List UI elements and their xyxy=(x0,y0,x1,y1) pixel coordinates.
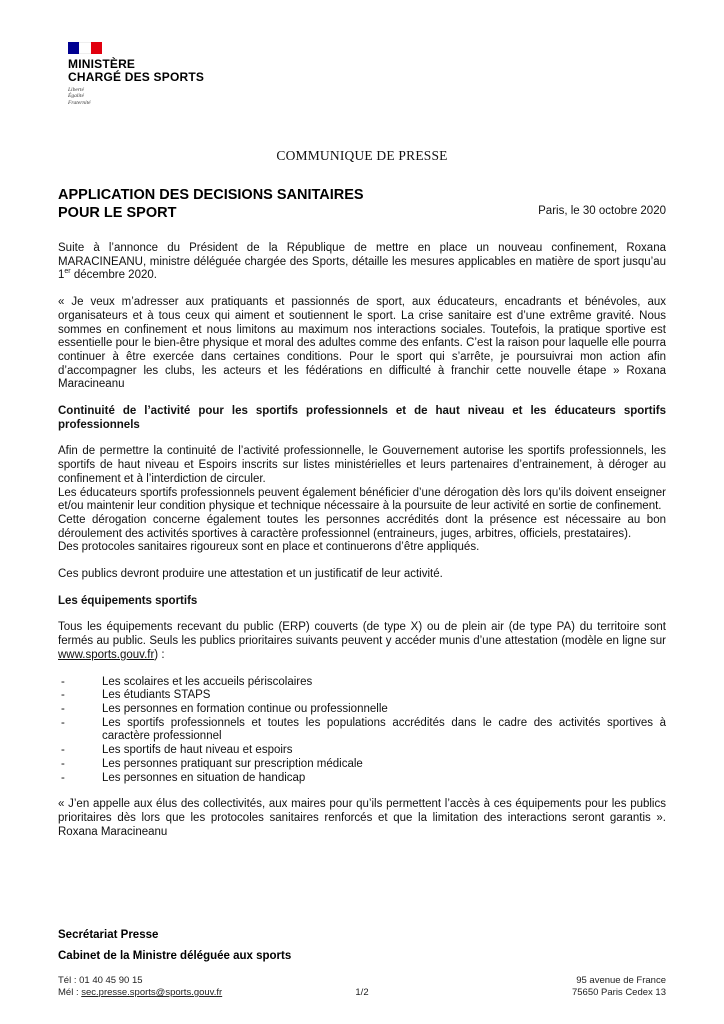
motto-fraternite: Fraternité xyxy=(68,99,91,106)
equipments-intro xyxy=(58,621,666,662)
date-line: Paris, le 30 octobre 2020 xyxy=(538,205,666,217)
continuity-paragraph-2: Les éducateurs sportifs professionnels peuvent également bénéficier d’une dérogation dès lors qu’ils doivent enseigner et/ou maintenir leur condition physique et technique nécessaire à la poursuite de leur activité en sortie de confinement. xyxy=(58,486,666,513)
footer-address-line2: 75650 Paris Cedex 13 xyxy=(571,987,666,998)
list-item-text: Les personnes en formation continue ou professionnelle xyxy=(102,702,388,715)
list-item-text: Les personnes en situation de handicap xyxy=(102,771,306,784)
title-line2: POUR LE SPORT xyxy=(58,205,177,221)
document-title xyxy=(58,186,364,222)
dash-bullet: - xyxy=(61,744,65,757)
sports-gouv-link[interactable]: www.sports.gouv.fr xyxy=(58,648,155,661)
dash-bullet: - xyxy=(61,771,65,784)
list-item-text: Les personnes pratiquant sur prescription médicale xyxy=(102,757,363,770)
dash-bullet: - xyxy=(61,716,65,729)
equipments-intro-text: Tous les équipements recevant du public (ERP) couverts (de type X) ou de plein air (de type PA) du territoire sont fermés au public. Seuls les publics prioritaires suivants peuvent y accéder munis d’une attestation (modèle en ligne sur xyxy=(58,621,666,648)
ministry-name-line2: CHARGÉ DES SPORTS xyxy=(68,70,205,84)
signature-cabinet: Cabinet de la Ministre déléguée aux sports xyxy=(58,950,292,962)
list-item xyxy=(58,744,666,758)
footer-mail-link[interactable]: sec.presse.sports@sports.gouv.fr xyxy=(81,987,223,998)
title-line1: APPLICATION DES DECISIONS SANITAIRES xyxy=(58,187,364,203)
footer-mail-label: Mél : xyxy=(58,987,82,998)
continuity-paragraph-1: Afin de permettre la continuité de l’activité professionnelle, le Gouvernement autorise les sportifs professionnels, les sportifs de haut niveau et Espoirs inscrits sur listes ministérielles et leurs partenaires d’entrainement, à déroger au confinement et à l’interdiction de circuler. xyxy=(58,445,666,485)
quote-minister-1: « Je veux m’adresser aux pratiquants et passionnés de sport, aux éducateurs, encadrants et bénévoles, aux organisateurs et à tous ceux qui aiment et soutiennent le sport. La crise sanitaire est d’une extrême gravité. Nous sommes en confinement et nous limitons au maximum nos interactions sociales. Toutefois, la pratique sportive est essentielle pour le bien-être physique et moral des adultes comme des enfants. C’est la raison pour laquelle elle pourra continuer à être exercée dans certaines conditions. Pour le sport qui s’arrête, je poursuivrai mon action afin d’accompagner les clubs, les acteurs et les fédérations en difficulté à franchir cette nouvelle étape » Roxana Maracineanu xyxy=(58,296,666,391)
signature-press-office: Secrétariat Presse xyxy=(58,929,159,941)
ministry-logo xyxy=(68,42,218,106)
equipments-intro-end: ) : xyxy=(154,648,165,661)
list-item xyxy=(58,772,666,786)
intro-text: Suite à l’annonce du Président de la République de mettre en place un nouveau confinement, Roxana MARACINEANU, ministre déléguée chargée des Sports, détaille les mesures applicables en matière de sport jusqu’au 1 xyxy=(58,242,666,282)
ministry-name-line1: MINISTÈRE xyxy=(68,57,136,71)
dash-bullet: - xyxy=(61,675,65,688)
communique-label: COMMUNIQUE DE PRESSE xyxy=(276,148,448,163)
quote-minister-2: « J’en appelle aux élus des collectivités, aux maires pour qu’ils permettent l’accès à ces équipements pour les publics prioritaires dès lors que les protocoles sanitaires renforcés et que la limitation des interactions seront garantis ». Roxana Maracineanu xyxy=(58,798,666,838)
motto-liberte: Liberté xyxy=(68,87,84,93)
section-heading-equipments: Les équipements sportifs xyxy=(58,594,198,607)
priority-publics-list xyxy=(58,676,666,786)
continuity-paragraph-5: Ces publics devront produire une attestation et un justificatif de leur activité. xyxy=(58,568,443,581)
footer-phone: Tél : 01 40 45 90 15 xyxy=(58,975,143,986)
list-item xyxy=(58,676,666,690)
motto-egalite: Égalité xyxy=(68,93,84,100)
dash-bullet: - xyxy=(61,757,65,770)
list-item xyxy=(58,758,666,772)
footer-address-line1: 95 avenue de France xyxy=(576,975,666,986)
intro-paragraph xyxy=(58,242,666,283)
list-item-text: Les scolaires et les accueils périscolaires xyxy=(102,675,313,688)
footer-address xyxy=(572,975,666,999)
list-item-text: Les sportifs de haut niveau et espoirs xyxy=(102,744,293,757)
list-item-text: Les étudiants STAPS xyxy=(102,689,211,702)
intro-text-end: décembre 2020. xyxy=(70,269,157,282)
republic-motto xyxy=(68,87,218,106)
dash-bullet: - xyxy=(61,702,65,715)
section-heading-continuity: Continuité de l’activité pour les sportifs professionnels et de haut niveau et les éducateurs sportifs professionnels xyxy=(58,405,666,431)
list-item-text: Les sportifs professionnels et toutes les populations accrédités dans le cadre des activités sportives à caractère professionnel xyxy=(102,716,666,743)
marianne-flag-icon xyxy=(68,42,102,54)
list-item xyxy=(58,689,666,703)
page-number: 1/2 xyxy=(355,987,369,998)
continuity-paragraph-4: Des protocoles sanitaires rigoureux sont en place et continuerons d’être appliqués. xyxy=(58,541,480,554)
intro-superscript: er xyxy=(64,268,71,276)
list-item xyxy=(58,717,666,744)
document-body xyxy=(58,242,666,839)
dash-bullet: - xyxy=(61,689,65,702)
continuity-paragraph-3: Cette dérogation concerne également toutes les personnes accrédités dont la présence est nécessaire au bon déroulement des activités sportives à caractère professionnel (entraineurs, juges, arbitres, officiels, prestataires). xyxy=(58,513,666,540)
list-item xyxy=(58,703,666,717)
